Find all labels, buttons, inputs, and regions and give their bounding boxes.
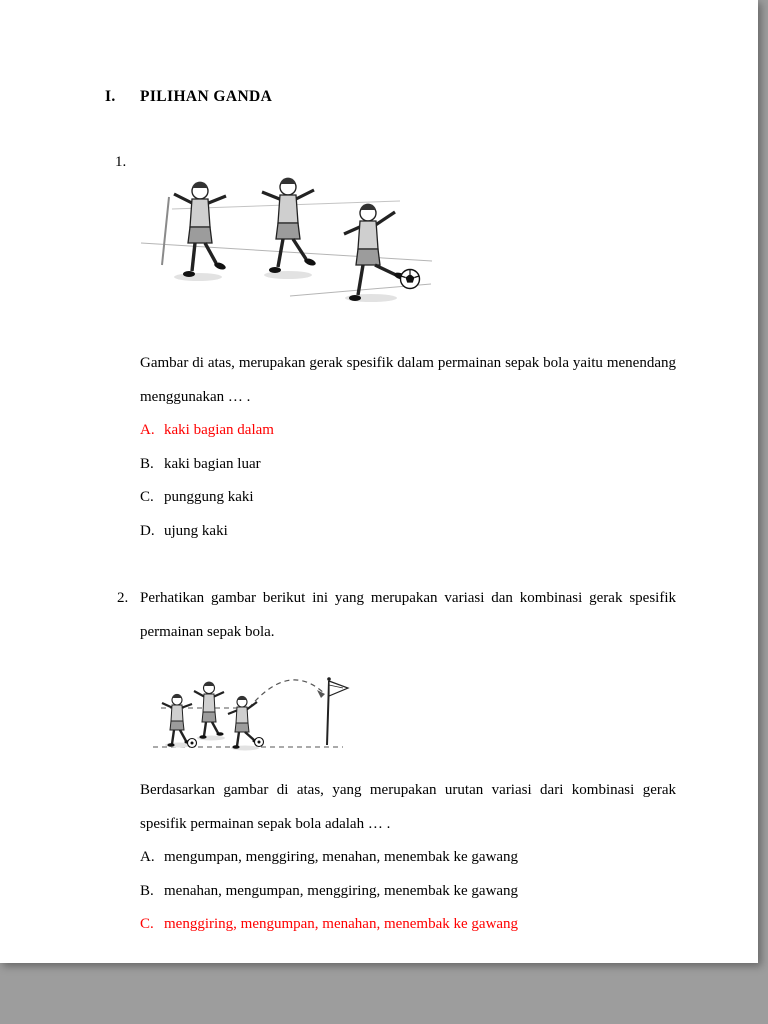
option-label: B. (140, 455, 154, 472)
option-label: B. (140, 882, 154, 899)
option-text: menggiring, mengumpan, menahan, menembak ke gawang (164, 916, 519, 932)
question-2-number: 2. (117, 590, 129, 606)
option-2a (140, 841, 518, 875)
option-1a (140, 414, 274, 448)
soccer-ball-icon (255, 738, 264, 747)
option-label: C. (140, 916, 154, 932)
option-1c (140, 481, 274, 515)
option-label: A. (140, 849, 155, 865)
section-heading (105, 88, 272, 106)
soccer-kick-sequence-illustration (138, 163, 435, 305)
question-1-options (140, 414, 274, 548)
option-label: A. (140, 422, 155, 438)
option-text: kaki bagian dalam (164, 422, 274, 438)
question-1-number: 1. (115, 154, 127, 170)
question-2-text: Berdasarkan gambar di atas, yang merupakan urutan variasi dari kombinasi gerak spesifik permainan sepak bola adalah … . (140, 782, 676, 832)
option-text: kaki bagian luar (164, 455, 261, 472)
question-2-options (140, 841, 518, 942)
option-1b (140, 448, 274, 482)
option-2c (140, 908, 518, 942)
soccer-drill-illustration (145, 648, 355, 766)
question-2-intro: Perhatikan gambar berikut ini yang merupakan variasi dan kombinasi gerak spesifik permainan sepak bola. (140, 590, 676, 640)
soccer-ball-icon (188, 739, 197, 748)
option-text: ujung kaki (164, 522, 228, 539)
option-1d (140, 515, 274, 549)
option-label: C. (140, 489, 154, 505)
question-1-figure (138, 163, 435, 305)
question-1-text: Gambar di atas, merupakan gerak spesifik dalam permainan sepak bola yaitu menendang menggunakan … . (140, 355, 676, 405)
option-text: punggung kaki (164, 489, 254, 505)
option-2b (140, 875, 518, 909)
option-text: menahan, mengumpan, menggiring, menembak ke gawang (164, 882, 519, 899)
section-number: I. (105, 88, 116, 105)
option-text: mengumpan, menggiring, menahan, menembak ke gawang (164, 849, 519, 865)
soccer-ball-icon (401, 270, 420, 289)
section-title: PILIHAN GANDA (140, 88, 273, 105)
question-2-figure (145, 648, 355, 766)
option-label: D. (140, 522, 155, 539)
